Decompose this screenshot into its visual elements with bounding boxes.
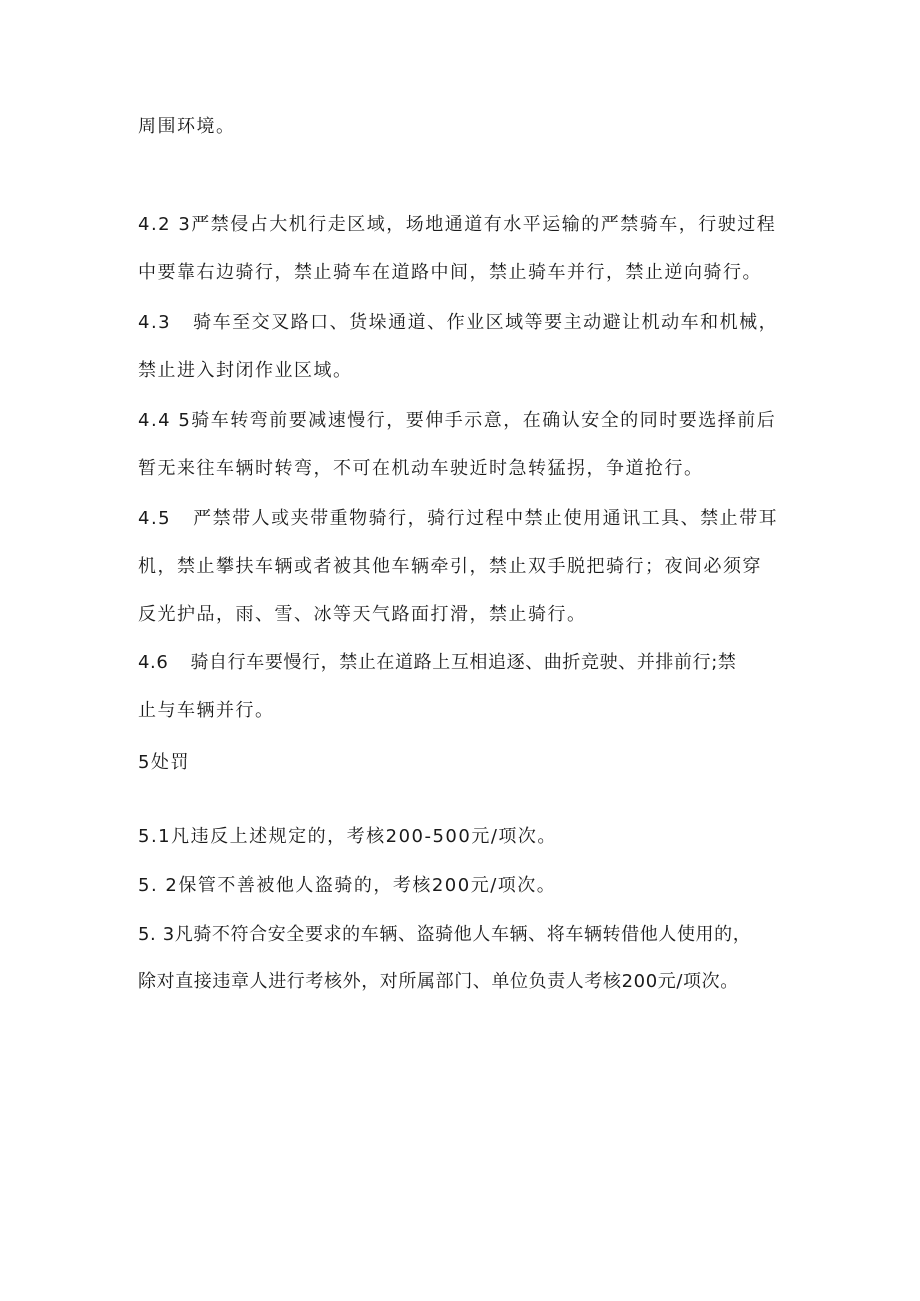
line-text: 止与车辆并行。 xyxy=(138,700,275,721)
line-text: 严禁带人或夹带重物骑行，骑行过程中禁止使用通讯工具、禁止带耳 xyxy=(193,508,779,529)
line-text: 禁止进入封闭作业区域。 xyxy=(138,360,353,381)
line-text: 4.4 5骑车转弯前要减速慢行，要伸手示意，在确认安全的同时要选择前后 xyxy=(138,410,777,431)
line-text: 5. 2保管不善被他人盗骑的，考核200元/项次。 xyxy=(138,875,557,896)
text-line xyxy=(138,116,236,138)
clause-4-2-line-1 xyxy=(138,214,776,236)
clause-number: 4.3 xyxy=(138,312,172,333)
line-text: 5.1凡违反上述规定的，考核200-500元/项次。 xyxy=(138,826,557,847)
line-text: 4.2 3严禁侵占大机行走区域，场地通道有水平运输的严禁骑车，行驶过程 xyxy=(138,214,777,235)
clause-number: 4.6 xyxy=(138,652,169,673)
clause-5-1-line xyxy=(138,826,557,848)
clause-5-3-line-1 xyxy=(138,924,751,946)
clause-4-3-line-1 xyxy=(138,312,778,334)
clause-4-2-line-2 xyxy=(138,262,762,284)
clause-5-3-line-2 xyxy=(138,971,739,993)
clause-4-4-line-1 xyxy=(138,410,776,432)
clause-4-6-line-1 xyxy=(138,652,737,674)
clause-5-2-line xyxy=(138,875,556,897)
clause-4-5-line-2 xyxy=(138,556,762,578)
line-text: 除对直接违章人进行考核外，对所属部门、单位负责人考核200元/项次。 xyxy=(138,971,739,992)
section-heading-5 xyxy=(138,752,190,774)
line-text: 反光护品，雨、雪、冰等天气路面打滑，禁止骑行。 xyxy=(138,604,587,625)
clause-4-5-line-1 xyxy=(138,508,778,530)
line-text: 骑车至交叉路口、货垛通道、作业区域等要主动避让机动车和机械， xyxy=(193,312,779,333)
line-text: 暂无来往车辆时转弯，不可在机动车驶近时急转猛拐，争道抢行。 xyxy=(138,458,704,479)
clause-4-4-line-2 xyxy=(138,458,704,480)
line-text: 机，禁止攀扶车辆或者被其他车辆牵引，禁止双手脱把骑行；夜间必须穿 xyxy=(138,556,762,577)
clause-number: 4.5 xyxy=(138,508,172,529)
line-text: 骑自行车要慢行，禁止在道路上互相追逐、曲折竞驶、并排前行;禁 xyxy=(190,652,737,673)
line-text: 5. 3凡骑不符合安全要求的车辆、盗骑他人车辆、将车辆转借他人使用的， xyxy=(138,924,752,945)
line-text: 周围环境。 xyxy=(138,116,236,137)
line-text: 中要靠右边骑行，禁止骑车在道路中间，禁止骑车并行，禁止逆向骑行。 xyxy=(138,262,762,283)
heading-text: 5处罚 xyxy=(138,752,190,773)
clause-4-3-line-2 xyxy=(138,360,353,382)
clause-4-6-line-2 xyxy=(138,700,275,722)
clause-4-5-line-3 xyxy=(138,604,587,626)
